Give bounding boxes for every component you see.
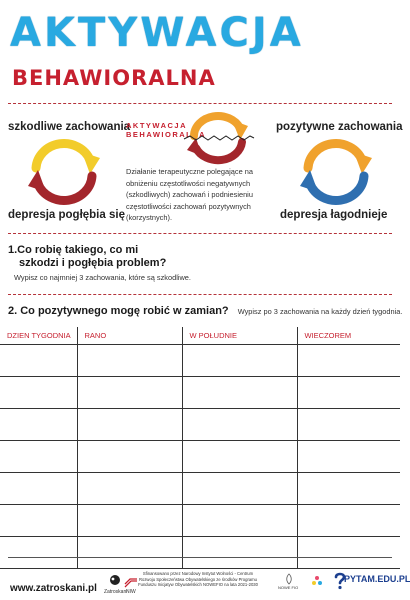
top-divider bbox=[8, 103, 392, 104]
table-cell[interactable] bbox=[182, 345, 297, 377]
table-cell[interactable] bbox=[77, 473, 182, 505]
funding-note: Sfinansowano przez Narodowy Instytut Wolności - Centrum Rozwoju Społeczeństwa Obywatelskiego ze środków Programu Funduszu Inicjatyw Obywatelskich NOWEFIO na lata 2021-2030 bbox=[138, 571, 258, 587]
table-cell[interactable] bbox=[297, 505, 400, 537]
page-subtitle: BEHAWIORALNA bbox=[12, 66, 216, 90]
table-cell[interactable] bbox=[77, 537, 182, 569]
question-2-title: 2. Co pozytywnego mogę robić w zamian? bbox=[8, 305, 229, 317]
table-cell[interactable] bbox=[297, 441, 400, 473]
question-1 bbox=[8, 244, 166, 270]
label-harmful-behaviours: szkodliwe zachowania bbox=[8, 121, 131, 133]
table-row bbox=[0, 409, 400, 441]
table-row bbox=[0, 505, 400, 537]
question-2 bbox=[8, 305, 402, 317]
pytam-logo-text[interactable]: PYTAM.EDU.PL bbox=[344, 574, 410, 584]
question-1-line2: szkodzi i pogłębia problem? bbox=[19, 257, 167, 269]
table-cell[interactable] bbox=[297, 409, 400, 441]
table-cell[interactable] bbox=[182, 409, 297, 441]
table-cell[interactable] bbox=[77, 377, 182, 409]
table-cell[interactable] bbox=[0, 505, 77, 537]
table-cell[interactable] bbox=[297, 537, 400, 569]
table-cell[interactable] bbox=[297, 345, 400, 377]
zatroskani-logo-icon bbox=[108, 574, 122, 588]
nowefio-logo-label: NOWE FIO bbox=[278, 585, 299, 590]
table-cell[interactable] bbox=[0, 345, 77, 377]
table-cell[interactable] bbox=[0, 377, 77, 409]
nowefio-logo-icon bbox=[284, 573, 294, 585]
table-cell[interactable] bbox=[182, 537, 297, 569]
table-cell[interactable] bbox=[77, 441, 182, 473]
question-1-hint: Wypisz co najmniej 3 zachowania, które są szkodliwe. bbox=[14, 273, 191, 282]
table-cell[interactable] bbox=[182, 473, 297, 505]
zatroskani-logo-label: Zatroskani bbox=[104, 589, 128, 595]
lower-divider bbox=[8, 294, 392, 295]
col-header-evening: WIECZOREM bbox=[297, 327, 400, 345]
program-logo-icon bbox=[310, 574, 324, 588]
table-cell[interactable] bbox=[77, 505, 182, 537]
table-cell[interactable] bbox=[182, 441, 297, 473]
table-header-row bbox=[0, 327, 400, 345]
niw-logo-label: NIW bbox=[126, 589, 136, 595]
table-cell[interactable] bbox=[0, 473, 77, 505]
table-row bbox=[0, 537, 400, 569]
breaking-cycle-arrows-icon bbox=[184, 112, 254, 164]
question-2-hint: Wypisz po 3 zachowania na każdy dzień tygodnia. bbox=[237, 307, 403, 316]
table-cell[interactable] bbox=[77, 345, 182, 377]
table-cell[interactable] bbox=[0, 409, 77, 441]
table-cell[interactable] bbox=[297, 473, 400, 505]
footer-url-link[interactable]: www.zatroskani.pl bbox=[10, 583, 97, 594]
therapy-description: Działanie terapeutyczne polegające na obniżeniu częstotliwości negatywnych (szkodliwych) zachowań i podniesieniu częstotliwości zachowań pozytywnych (korzystnych). bbox=[126, 167, 253, 222]
col-header-noon: W POŁUDNIE bbox=[182, 327, 297, 345]
col-header-morning: RANO bbox=[77, 327, 182, 345]
middle-divider bbox=[8, 233, 392, 234]
table-row bbox=[0, 473, 400, 505]
table-row bbox=[0, 377, 400, 409]
table-cell[interactable] bbox=[0, 441, 77, 473]
table-row bbox=[0, 345, 400, 377]
table-row bbox=[0, 441, 400, 473]
table-cell[interactable] bbox=[0, 537, 77, 569]
center-title-line2: BEHAWIORALNA bbox=[126, 130, 207, 139]
question-1-line1: 1.Co robię takiego, co mi bbox=[8, 244, 139, 256]
weekly-schedule-table bbox=[0, 327, 400, 569]
label-depression-deepens: depresja pogłębia się bbox=[8, 209, 125, 221]
table-cell[interactable] bbox=[297, 377, 400, 409]
label-positive-behaviours: pozytywne zachowania bbox=[276, 121, 403, 133]
page-title: AKTYWACJA bbox=[10, 10, 304, 56]
label-depression-eases: depresja łagodnieje bbox=[280, 209, 388, 221]
positive-cycle-arrows-icon bbox=[296, 138, 376, 206]
center-title-line1: AKTYWACJA bbox=[126, 121, 188, 130]
footer-divider bbox=[8, 557, 392, 558]
col-header-day: DZIEN TYGODNIA bbox=[0, 327, 77, 345]
table-cell[interactable] bbox=[77, 409, 182, 441]
table-cell[interactable] bbox=[182, 505, 297, 537]
negative-cycle-arrows-icon bbox=[24, 138, 104, 206]
table-cell[interactable] bbox=[182, 377, 297, 409]
